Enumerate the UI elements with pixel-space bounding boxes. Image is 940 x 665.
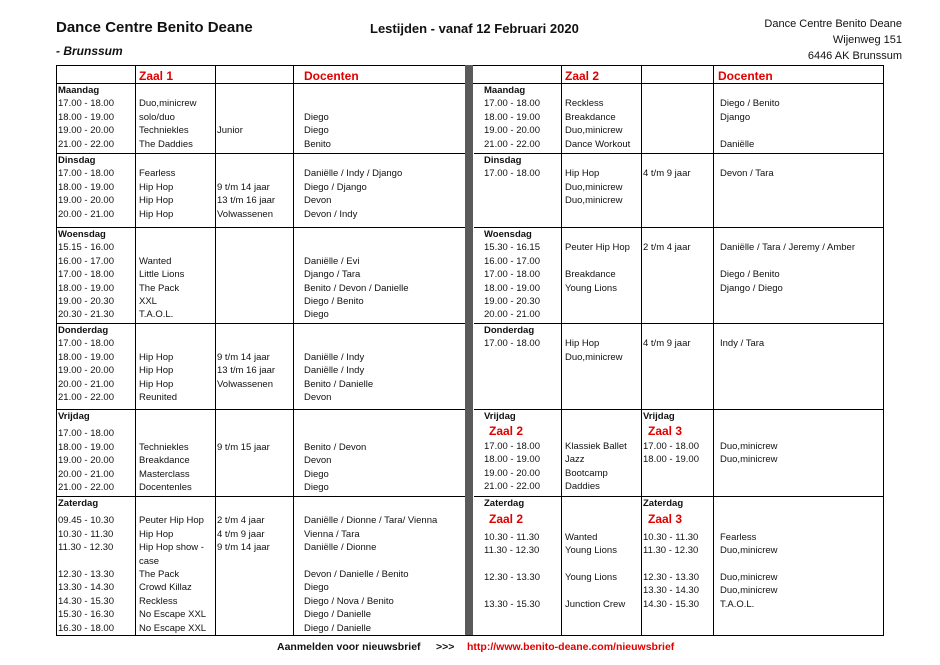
table-cell: 4 t/m 9 jaar bbox=[643, 168, 691, 180]
table-cell: 20.00 - 21.00 bbox=[58, 378, 114, 390]
table-cell: Wanted bbox=[565, 532, 598, 543]
table-cell: Crowd Killaz bbox=[139, 582, 192, 594]
table-cell: 9 t/m 14 jaar bbox=[217, 542, 270, 554]
table-cell: 13.30 - 14.30 bbox=[643, 585, 699, 596]
day-label: Zaterdag bbox=[58, 498, 99, 509]
table-cell: 17.00 - 18.00 bbox=[484, 441, 540, 452]
table-cell: 09.45 - 10.30 bbox=[58, 515, 114, 527]
table-cell: 19.00 - 20.00 bbox=[58, 365, 114, 377]
table-cell: Junior bbox=[217, 125, 243, 137]
table-cell: Duo,minicrew bbox=[565, 351, 623, 363]
table-cell: 16.00 - 17.00 bbox=[58, 255, 114, 267]
table-cell: Daniëlle / Indy / Django bbox=[304, 168, 403, 180]
table-cell: 4 t/m 9 jaar bbox=[643, 338, 691, 350]
day-label: Maandag bbox=[484, 85, 526, 96]
newsletter-label: Aanmelden voor nieuwsbrief bbox=[277, 641, 421, 653]
table-cell: 13 t/m 16 jaar bbox=[217, 195, 276, 207]
table-cell: 10.30 - 11.30 bbox=[484, 532, 540, 543]
table-rule bbox=[474, 323, 883, 324]
table-cell: 19.00 - 20.00 bbox=[484, 467, 540, 479]
table-cell: Diego / Django bbox=[304, 181, 367, 193]
table-cell: Young Lions bbox=[565, 572, 617, 583]
table-cell: No Escape XXL bbox=[139, 609, 207, 621]
table-cell: 18.00 - 19.00 bbox=[58, 441, 114, 453]
table-rule bbox=[561, 65, 562, 635]
table-cell: Benito / Danielle bbox=[304, 378, 374, 390]
table-cell: Klassiek Ballet bbox=[565, 441, 627, 452]
table-cell: Devon bbox=[304, 195, 332, 207]
table-cell: Duo,minicrew bbox=[565, 125, 623, 137]
table-cell: 9 t/m 15 jaar bbox=[217, 441, 270, 453]
table-cell: T.A.O.L. bbox=[720, 599, 755, 610]
table-cell: 19.00 - 20.00 bbox=[58, 455, 114, 467]
day-label: Vrijdag bbox=[643, 411, 675, 422]
table-cell: 20.00 - 21.00 bbox=[58, 208, 114, 220]
table-cell: Benito / Devon bbox=[304, 441, 367, 453]
table-cell: Volwassenen bbox=[217, 208, 273, 220]
table-cell: Django bbox=[720, 111, 751, 123]
docenten1-header: Docenten bbox=[304, 69, 359, 83]
table-cell: 19.00 - 20.00 bbox=[58, 195, 114, 207]
table-cell: Young Lions bbox=[565, 545, 617, 556]
page-title: Dance Centre Benito Deane bbox=[56, 19, 253, 36]
table-cell: 21.00 - 22.00 bbox=[58, 392, 114, 403]
table-rule bbox=[135, 65, 136, 635]
table-cell: Diego bbox=[304, 125, 329, 137]
table-cell: Duo,minicrew bbox=[720, 441, 778, 452]
table-cell: Daniëlle / Evi bbox=[304, 255, 360, 267]
table-cell: Diego / Benito bbox=[304, 296, 364, 307]
table-cell: Diego bbox=[304, 468, 329, 480]
table-cell: 18.00 - 19.00 bbox=[484, 454, 540, 466]
table-cell: Daniëlle / Tara / Jeremy / Amber bbox=[720, 242, 855, 254]
zaal3-label: Zaal 3 bbox=[648, 424, 683, 438]
table-rule bbox=[474, 227, 883, 228]
table-cell: Peuter Hip Hop bbox=[139, 515, 204, 527]
table-cell: Diego / Nova / Benito bbox=[304, 595, 394, 607]
table-cell: Duo,minicrew bbox=[720, 585, 778, 596]
table-cell: Duo,minicrew bbox=[565, 181, 623, 193]
table-cell: 21.00 - 22.00 bbox=[58, 482, 114, 493]
page-subtitle: - Brunssum bbox=[56, 44, 123, 58]
day-label: Dinsdag bbox=[58, 155, 96, 166]
table-rule bbox=[56, 635, 883, 636]
table-rule bbox=[293, 65, 294, 635]
table-cell: Duo,minicrew bbox=[720, 454, 778, 466]
table-cell: Fearless bbox=[720, 532, 757, 543]
table-cell: Django / Tara bbox=[304, 269, 361, 281]
table-cell: The Pack bbox=[139, 569, 180, 580]
table-cell: 11.30 - 12.30 bbox=[643, 545, 699, 556]
table-cell: Jazz bbox=[565, 454, 585, 466]
table-cell: 18.00 - 19.00 bbox=[58, 111, 114, 123]
table-cell: 20.00 - 21.00 bbox=[58, 468, 114, 480]
table-cell: Daniëlle / Dionne / Tara/ Vienna bbox=[304, 515, 438, 527]
day-label: Zaterdag bbox=[643, 498, 684, 509]
table-cell: 13.30 - 14.30 bbox=[58, 582, 114, 594]
table-cell: Diego / Danielle bbox=[304, 609, 372, 621]
zaal1-header: Zaal 1 bbox=[139, 69, 174, 83]
table-cell: Volwassenen bbox=[217, 378, 273, 390]
table-cell: Devon bbox=[304, 455, 332, 467]
table-cell: Daddies bbox=[565, 481, 600, 493]
table-cell: Benito / Devon / Danielle bbox=[304, 282, 409, 294]
table-cell: 17.00 - 18.00 bbox=[58, 428, 114, 440]
table-cell: Fearless bbox=[139, 168, 176, 180]
table-cell: 19.00 - 20.30 bbox=[58, 296, 114, 307]
table-cell: 15.30 - 16.30 bbox=[58, 609, 114, 621]
table-rule bbox=[56, 496, 465, 497]
table-rule bbox=[474, 496, 883, 497]
table-cell: 11.30 - 12.30 bbox=[58, 542, 114, 554]
table-cell: Reunited bbox=[139, 392, 178, 403]
table-cell: Devon / Danielle / Benito bbox=[304, 569, 409, 580]
zaal2-label: Zaal 2 bbox=[489, 424, 524, 438]
table-cell: 12.30 - 13.30 bbox=[484, 572, 540, 583]
table-cell: Masterclass bbox=[139, 468, 190, 480]
table-cell: 17.00 - 18.00 bbox=[58, 168, 114, 180]
table-cell: 19.00 - 20.00 bbox=[484, 125, 540, 137]
table-cell: Daniëlle / Indy bbox=[304, 351, 365, 363]
table-cell: Peuter Hip Hop bbox=[565, 242, 630, 254]
table-cell: 19.00 - 20.30 bbox=[484, 296, 540, 307]
table-cell: T.A.O.L. bbox=[139, 309, 174, 321]
table-cell: Techniekles bbox=[139, 441, 189, 453]
table-cell: 20.30 - 21.30 bbox=[58, 309, 114, 321]
table-cell: 18.00 - 19.00 bbox=[58, 282, 114, 294]
table-cell: 10.30 - 11.30 bbox=[58, 528, 114, 540]
table-cell: 17.00 - 18.00 bbox=[58, 269, 114, 281]
table-cell: 16.00 - 17.00 bbox=[484, 255, 540, 267]
table-cell: Duo,minicrew bbox=[565, 195, 623, 207]
table-rule bbox=[215, 65, 216, 635]
table-cell: 17.00 - 18.00 bbox=[484, 269, 540, 281]
table-cell: 17.00 - 18.00 bbox=[58, 338, 114, 350]
table-cell: No Escape XXL bbox=[139, 622, 207, 634]
table-cell: Daniëlle bbox=[720, 138, 755, 150]
table-cell: Hip Hop bbox=[139, 365, 174, 377]
table-rule bbox=[641, 65, 642, 635]
table-cell: Breakdance bbox=[565, 111, 616, 123]
table-cell: Diego / Benito bbox=[720, 269, 780, 281]
address-line-3: 6446 AK Brunssum bbox=[807, 50, 902, 62]
table-cell: Breakdance bbox=[139, 455, 190, 467]
table-rule bbox=[56, 323, 465, 324]
table-cell: Diego bbox=[304, 582, 329, 594]
table-cell: The Daddies bbox=[139, 138, 193, 150]
table-cell: 18.00 - 19.00 bbox=[643, 454, 699, 466]
table-cell: 21.00 - 22.00 bbox=[484, 138, 540, 150]
table-cell: Dance Workout bbox=[565, 138, 631, 150]
day-label: Donderdag bbox=[484, 325, 535, 336]
table-cell: Hip Hop bbox=[139, 208, 174, 220]
table-cell: 18.00 - 19.00 bbox=[484, 111, 540, 123]
table-cell: 9 t/m 14 jaar bbox=[217, 351, 270, 363]
table-cell: Bootcamp bbox=[565, 467, 608, 479]
column-divider bbox=[465, 65, 473, 635]
table-cell: 15.30 - 16.15 bbox=[484, 242, 540, 254]
table-cell: The Pack bbox=[139, 282, 180, 294]
zaal3-label: Zaal 3 bbox=[648, 512, 683, 526]
table-cell: 21.00 - 22.00 bbox=[484, 481, 540, 493]
table-cell: 19.00 - 20.00 bbox=[58, 125, 114, 137]
table-cell: Wanted bbox=[139, 255, 172, 267]
table-cell: Hip Hop bbox=[565, 338, 600, 350]
table-cell: Diego / Danielle bbox=[304, 622, 372, 634]
day-label: Vrijdag bbox=[58, 411, 90, 422]
table-cell: 12.30 - 13.30 bbox=[643, 572, 699, 583]
table-cell: Indy / Tara bbox=[720, 338, 765, 350]
table-rule bbox=[713, 65, 714, 635]
table-cell: 13.30 - 15.30 bbox=[484, 599, 540, 610]
table-cell: 21.00 - 22.00 bbox=[58, 138, 114, 150]
table-cell: Devon bbox=[304, 392, 332, 403]
table-rule bbox=[56, 153, 465, 154]
table-cell: Little Lions bbox=[139, 269, 185, 281]
table-cell: Vienna / Tara bbox=[304, 528, 360, 540]
table-cell: 13 t/m 16 jaar bbox=[217, 365, 276, 377]
table-cell: Duo,minicrew bbox=[139, 98, 197, 110]
table-cell: 20.00 - 21.00 bbox=[484, 309, 540, 321]
day-label: Dinsdag bbox=[484, 155, 522, 166]
table-cell: 15.15 - 16.00 bbox=[58, 242, 114, 254]
table-cell: 17.00 - 18.00 bbox=[58, 98, 114, 110]
table-cell: Young Lions bbox=[565, 282, 617, 294]
newsletter-link[interactable]: http://www.benito-deane.com/nieuwsbrief bbox=[467, 641, 675, 653]
table-cell: Breakdance bbox=[565, 269, 616, 281]
table-rule bbox=[474, 409, 883, 410]
table-cell: Hip Hop show - bbox=[139, 542, 204, 554]
table-cell: Techniekles bbox=[139, 125, 189, 137]
table-cell: Docentenles bbox=[139, 482, 192, 493]
table-cell: 11.30 - 12.30 bbox=[484, 545, 540, 556]
table-cell: 16.30 - 18.00 bbox=[58, 622, 114, 634]
table-cell: 17.00 - 18.00 bbox=[484, 98, 540, 110]
table-cell: Reckless bbox=[565, 98, 604, 110]
table-cell: 18.00 - 19.00 bbox=[58, 351, 114, 363]
table-cell: Django / Diego bbox=[720, 282, 783, 294]
table-cell: 10.30 - 11.30 bbox=[643, 532, 699, 543]
table-cell: Hip Hop bbox=[139, 351, 174, 363]
table-cell: Devon / Tara bbox=[720, 168, 774, 180]
day-label: Vrijdag bbox=[484, 411, 516, 422]
table-cell: case bbox=[139, 555, 160, 567]
table-cell: Diego bbox=[304, 482, 329, 493]
table-rule bbox=[56, 83, 465, 84]
table-cell: 18.00 - 19.00 bbox=[58, 181, 114, 193]
table-cell: 4 t/m 9 jaar bbox=[217, 528, 265, 540]
day-label: Zaterdag bbox=[484, 498, 525, 509]
table-cell: 9 t/m 14 jaar bbox=[217, 181, 270, 193]
table-cell: Daniëlle / Dionne bbox=[304, 542, 377, 554]
table-cell: 2 t/m 4 jaar bbox=[643, 242, 691, 254]
table-cell: Duo,minicrew bbox=[720, 572, 778, 583]
table-cell: Daniëlle / Indy bbox=[304, 365, 365, 377]
table-rule bbox=[883, 65, 884, 636]
day-label: Woensdag bbox=[58, 229, 106, 240]
day-label: Donderdag bbox=[58, 325, 109, 336]
address-line-2: Wijenweg 151 bbox=[832, 34, 902, 46]
docenten2-header: Docenten bbox=[718, 69, 773, 83]
table-cell: solo/duo bbox=[139, 111, 175, 123]
table-cell: Junction Crew bbox=[565, 599, 626, 610]
table-rule bbox=[56, 65, 57, 635]
table-cell: Devon / Indy bbox=[304, 208, 358, 220]
newsletter-arrows: >>> bbox=[436, 641, 455, 653]
table-cell: 18.00 - 19.00 bbox=[484, 282, 540, 294]
table-cell: 14.30 - 15.30 bbox=[643, 599, 699, 610]
table-cell: Hip Hop bbox=[139, 195, 174, 207]
table-cell: XXL bbox=[139, 296, 157, 307]
table-cell: Diego bbox=[304, 309, 329, 321]
table-rule bbox=[56, 227, 465, 228]
table-cell: Hip Hop bbox=[565, 168, 600, 180]
table-cell: Hip Hop bbox=[139, 378, 174, 390]
day-label: Woensdag bbox=[484, 229, 532, 240]
address-line-1: Dance Centre Benito Deane bbox=[764, 18, 902, 30]
table-cell: 2 t/m 4 jaar bbox=[217, 515, 265, 527]
day-label: Maandag bbox=[58, 85, 100, 96]
table-cell: 14.30 - 15.30 bbox=[58, 595, 114, 607]
schedule-heading: Lestijden - vanaf 12 Februari 2020 bbox=[370, 21, 579, 36]
table-cell: 17.00 - 18.00 bbox=[643, 441, 699, 452]
table-rule bbox=[56, 409, 465, 410]
table-rule bbox=[474, 153, 883, 154]
table-cell: Benito bbox=[304, 138, 331, 150]
table-cell: Reckless bbox=[139, 595, 178, 607]
table-cell: Hip Hop bbox=[139, 528, 174, 540]
zaal2-header: Zaal 2 bbox=[565, 69, 600, 83]
zaal2-label: Zaal 2 bbox=[489, 512, 524, 526]
table-cell: Diego / Benito bbox=[720, 98, 780, 110]
table-cell: 17.00 - 18.00 bbox=[484, 168, 540, 180]
table-cell: Hip Hop bbox=[139, 181, 174, 193]
table-cell: 17.00 - 18.00 bbox=[484, 338, 540, 350]
table-rule bbox=[474, 83, 883, 84]
table-cell: Duo,minicrew bbox=[720, 545, 778, 556]
table-cell: Diego bbox=[304, 111, 329, 123]
table-cell: 12.30 - 13.30 bbox=[58, 569, 114, 580]
